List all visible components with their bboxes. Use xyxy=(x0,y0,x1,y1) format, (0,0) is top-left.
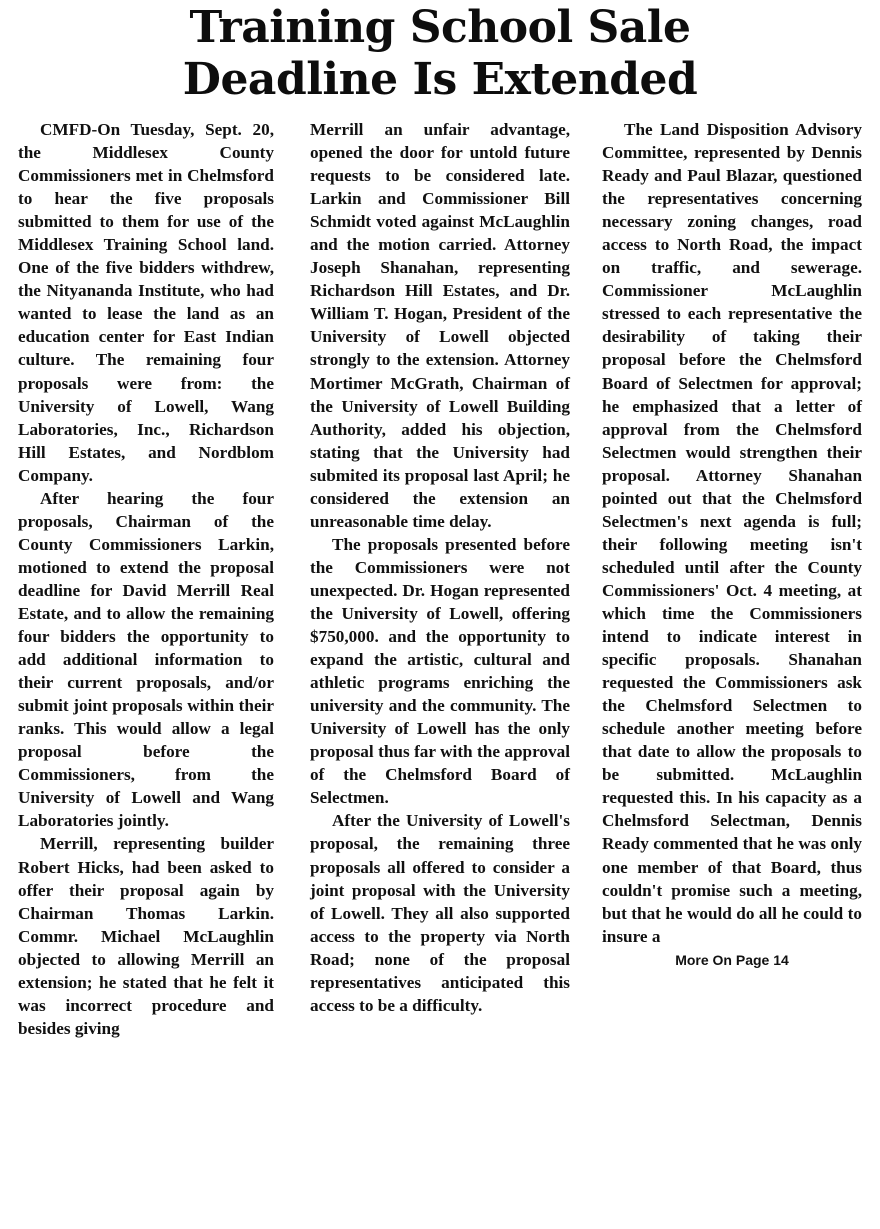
paragraph-continued: Merrill an unfair advantage, opened the door for untold future requests to be considered late. Larkin and Commissioner Bill Schmidt voted against McLaughlin and the motion carried. Attorney Joseph Shanahan, representing Richardson Hill Estates, and Dr. William T. Hogan, President of the University of Lowell objected strongly to the extension. Attorney Mortimer McGrath, Chairman of the University of Lowell Building Authority, added his objection, stating that the University had submited its proposal last April; he considered the extension an unreasonable time delay. xyxy=(310,120,570,531)
headline-line-1: Training School Sale xyxy=(189,2,691,53)
paragraph: After the University of Lowell's proposal, the remaining three proposals all offered to consider a joint proposal with the University of Lowell. They all also supported access to the property via North Road; none of the proposal representatives anticipated this access to be a difficulty. xyxy=(310,811,570,1015)
paragraph: Merrill, representing builder Robert Hicks, had been asked to offer their proposal again by Chairman Thomas Larkin. Commr. Michael McLaughlin objected to allowing Merrill an extension; he stated that he felt it was incorrect procedure and besides giving xyxy=(18,834,274,1038)
paragraph: The Land Disposition Advisory Committee, represented by Dennis Ready and Paul Blazar, questioned the representatives concerning necessary zoning changes, road access to North Road, the impact on traffic, and sewerage. Commissioner McLaughlin stressed to each representative the desirability of taking their proposal before the Chelmsford Board of Selectmen for approval; he emphasized that a letter of approval from the Chelmsford Selectmen would strengthen their proposal. Attorney Shanahan pointed out that the Chelmsford Selectmen's next agenda is full; their following meeting isn't scheduled until after the County Commissioners' Oct. 4 meeting, at which time the Commissioners intend to indicate interest in specific proposals. Shanahan requested the Commissioners ask the Chelmsford Selectmen to schedule another meeting before that date to allow the proposals to be submitted. McLaughlin requested this. In his capacity as a Chelmsford Selectman, Dennis Ready commented that he was only one member of that Board, thus couldn't promise such a meeting, but that he would do all he could to insure a xyxy=(602,120,862,946)
headline xyxy=(0,2,880,106)
paragraph: The proposals presented before the Commissioners were not unexpected. Dr. Hogan represented the University of Lowell, offering $750,000. and the opportunity to expand the artistic, cultural and athletic programs enriching the university and the community. The University of Lowell has the only proposal thus far with the approval of the Chelmsford Board of Selectmen. xyxy=(310,534,570,808)
article-column-1 xyxy=(18,118,274,1040)
paragraph: After hearing the four proposals, Chairman of the County Commissioners Larkin, motioned to extend the proposal deadline for David Merrill Real Estate, and to allow the remaining four bidders the opportunity to add additional information to their current proposals, and/or submit joint proposals within their ranks. This would allow a legal proposal before the Commissioners, from the University of Lowell and Wang Laboratories jointly. xyxy=(18,488,274,831)
article-column-2 xyxy=(310,118,570,1017)
continuation-line: More On Page 14 xyxy=(675,951,789,968)
article-column-3 xyxy=(602,118,862,970)
paragraph-lead: CMFD-On Tuesday, Sept. 20, the Middlesex County Commissioners met in Chelmsford to hear the five proposals submitted to them for use of the Middlesex Training School land. One of the five bidders withdrew, the Nityananda Institute, who had wanted to lease the land as an education center for East Indian culture. The remaining four proposals were from: the University of Lowell, Wang Laboratories, Inc., Richardson Hill Estates, and Nordblom Company. xyxy=(18,120,274,485)
headline-line-2: Deadline Is Extended xyxy=(182,54,698,105)
